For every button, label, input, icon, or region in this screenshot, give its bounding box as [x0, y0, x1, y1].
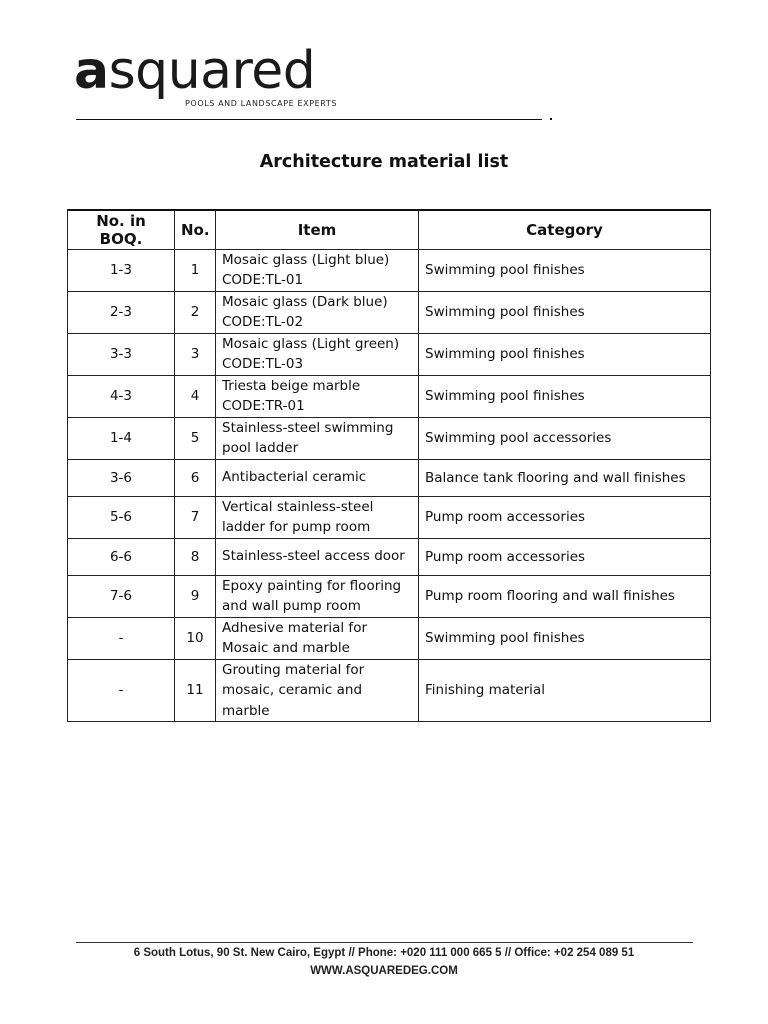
table-row: [68, 333, 711, 375]
table-row: [68, 538, 711, 575]
page-title: Architecture material list: [259, 152, 509, 172]
cell-no: 8: [175, 538, 216, 575]
cell-boq: 3-3: [68, 333, 175, 375]
cell-item-line2: and wall pump room: [222, 598, 361, 614]
table-row: [68, 291, 711, 333]
cell-category: Swimming pool finishes: [419, 617, 711, 659]
cell-category: Finishing material: [419, 659, 711, 722]
cell-boq: 6-6: [68, 538, 175, 575]
cell-boq: 1-3: [68, 249, 175, 291]
cell-item-line1: Adhesive material for: [222, 619, 367, 636]
footer-website: WWW.ASQUAREDEG.COM: [310, 965, 458, 977]
cell-category: Pump room accessories: [419, 496, 711, 538]
cell-item-line1: Epoxy painting for flooring: [222, 577, 402, 594]
cell-item-line2: CODE:TL-01: [222, 272, 304, 288]
cell-item: [216, 417, 419, 459]
table-header-row: [68, 210, 711, 249]
cell-item-line1: Mosaic glass (Light green): [222, 335, 400, 352]
cell-no: 4: [175, 375, 216, 417]
cell-item: [216, 249, 419, 291]
cell-category: Pump room accessories: [419, 538, 711, 575]
cell-no: 1: [175, 249, 216, 291]
cell-category: Balance tank flooring and wall finishes: [419, 459, 711, 496]
cell-no: 2: [175, 291, 216, 333]
table-body: [68, 249, 711, 722]
logo-tagline: POOLS AND LANDSCAPE EXPERTS: [185, 99, 338, 108]
cell-category: Swimming pool accessories: [419, 417, 711, 459]
cell-boq: 3-6: [68, 459, 175, 496]
cell-boq: 7-6: [68, 575, 175, 617]
cell-item: [216, 291, 419, 333]
cell-boq: 2-3: [68, 291, 175, 333]
header-no: No.: [175, 210, 216, 249]
cell-item-line1: Triesta beige marble: [222, 377, 361, 394]
cell-item-line1: Antibacterial ceramic: [222, 469, 367, 486]
table-row: [68, 459, 711, 496]
cell-category: Swimming pool finishes: [419, 375, 711, 417]
table-row: [68, 575, 711, 617]
cell-item: [216, 538, 419, 575]
table-row: [68, 375, 711, 417]
cell-item: [216, 659, 419, 722]
header-boq: No. in BOQ.: [68, 210, 175, 249]
cell-item: [216, 333, 419, 375]
cell-item: [216, 617, 419, 659]
header-divider: [76, 119, 542, 120]
footer-divider: [76, 942, 693, 943]
logo-wordmark: [74, 40, 315, 102]
cell-item-line2: CODE:TL-02: [222, 314, 304, 330]
cell-category: Swimming pool finishes: [419, 249, 711, 291]
cell-boq: -: [68, 659, 175, 722]
cell-category: Swimming pool finishes: [419, 291, 711, 333]
cell-no: 7: [175, 496, 216, 538]
cell-item-line1: Stainless-steel swimming: [222, 419, 394, 436]
footer-address: 6 South Lotus, 90 St. New Cairo, Egypt // Phone: +020 111 000 665 5 // Office: +02 254 089 51: [133, 947, 635, 959]
cell-no: 10: [175, 617, 216, 659]
cell-item-line2: Mosaic and marble: [222, 640, 350, 656]
table-row: [68, 617, 711, 659]
cell-item: [216, 459, 419, 496]
cell-category: Swimming pool finishes: [419, 333, 711, 375]
logo-wordmark-bold-a: a: [74, 41, 109, 101]
cell-item-line2: pool ladder: [222, 440, 299, 456]
header-divider-dot: [550, 118, 552, 120]
cell-item: [216, 375, 419, 417]
cell-item-line2: mosaic, ceramic and marble: [222, 682, 363, 719]
cell-item-line2: CODE:TL-03: [222, 356, 304, 372]
cell-no: 3: [175, 333, 216, 375]
cell-boq: 1-4: [68, 417, 175, 459]
material-table: [67, 209, 711, 722]
cell-item-line1: Stainless-steel access door: [222, 548, 405, 565]
cell-category: Pump room flooring and wall finishes: [419, 575, 711, 617]
cell-item-line1: Mosaic glass (Light blue): [222, 251, 390, 268]
logo-wordmark-rest: squared: [108, 41, 316, 101]
cell-item: [216, 575, 419, 617]
cell-no: 9: [175, 575, 216, 617]
table-row: [68, 496, 711, 538]
cell-no: 6: [175, 459, 216, 496]
cell-item-line2: ladder for pump room: [222, 519, 371, 535]
cell-boq: 4-3: [68, 375, 175, 417]
cell-no: 11: [175, 659, 216, 722]
cell-boq: -: [68, 617, 175, 659]
cell-item: [216, 496, 419, 538]
header-category: Category: [419, 210, 711, 249]
cell-item-line1: Mosaic glass (Dark blue): [222, 293, 388, 310]
table-row: [68, 249, 711, 291]
cell-boq: 5-6: [68, 496, 175, 538]
cell-item-line2: CODE:TR-01: [222, 398, 305, 414]
company-logo: [74, 40, 344, 112]
cell-item-line1: Grouting material for: [222, 661, 365, 678]
table-row: [68, 659, 711, 722]
cell-item-line1: Vertical stainless-steel: [222, 498, 374, 515]
header-item: Item: [216, 210, 419, 249]
table-row: [68, 417, 711, 459]
cell-no: 5: [175, 417, 216, 459]
